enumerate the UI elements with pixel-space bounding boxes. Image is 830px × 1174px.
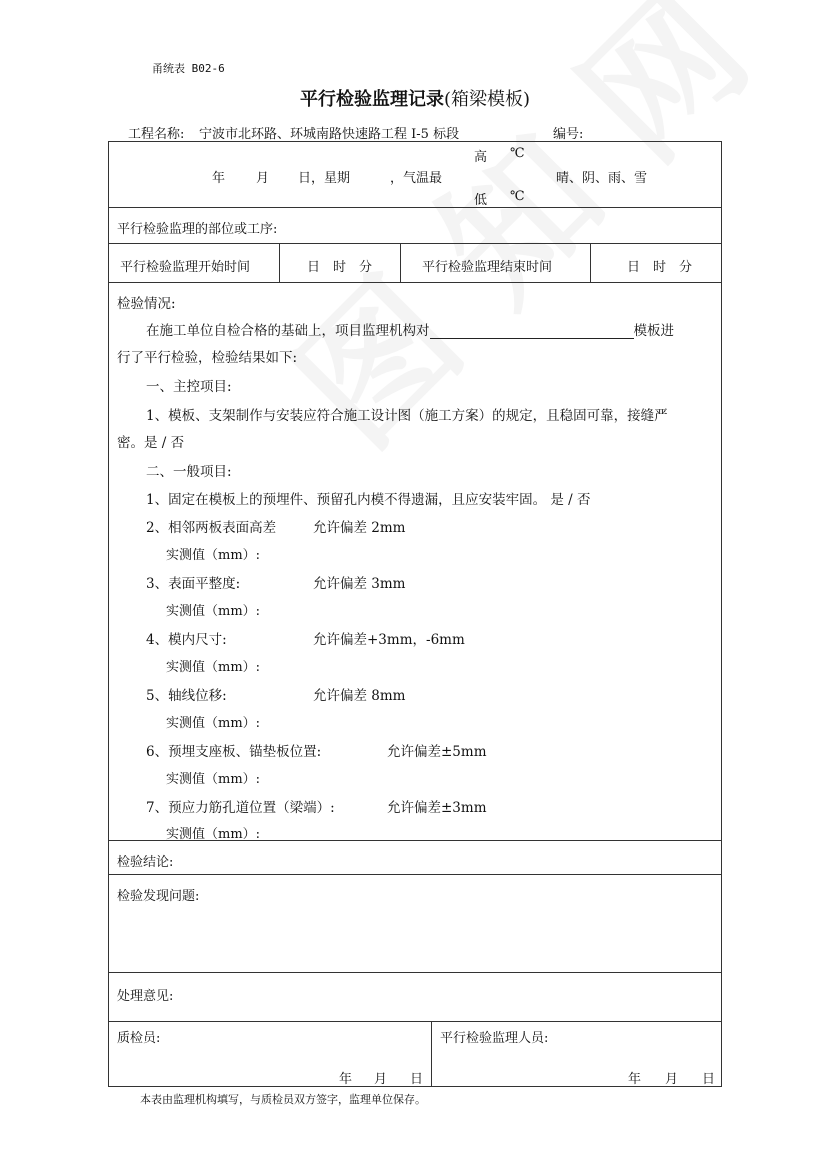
supervisor-date-year[interactable]: 年 — [628, 1072, 642, 1087]
supervisor-date-day[interactable]: 日 — [702, 1072, 716, 1087]
measured-value-field[interactable]: 实测值（mm）: — [166, 716, 261, 731]
divider — [431, 1021, 432, 1087]
general-item-tolerance: 允许偏差 3mm — [313, 576, 406, 592]
issues-label: 检验发现问题: — [117, 889, 200, 904]
number-label: 编号: — [553, 127, 584, 142]
main-items-heading: 一、主控项目: — [146, 379, 232, 395]
general-items-heading: 二、一般项目: — [146, 464, 232, 480]
divider — [108, 972, 722, 973]
general-item-1[interactable]: 1、固定在模板上的预埋件、预留孔内模不得遗漏，且应安装牢固。 是 / 否 — [146, 492, 591, 508]
measured-value-field[interactable]: 实测值（mm）: — [166, 604, 261, 619]
page-title — [0, 85, 830, 111]
qc-date-month[interactable]: 月 — [374, 1072, 388, 1087]
form-code: 甬统表 B02-6 — [152, 62, 225, 75]
intro-text-2: 模板进 — [633, 323, 674, 339]
main-item-1: 1、模板、支架制作与安装应符合施工设计图（施工方案）的规定，且稳固可靠，接缝严 — [146, 408, 668, 424]
divider — [108, 282, 722, 283]
start-time-value[interactable]: 日 时 分 — [307, 260, 373, 275]
general-item-name: 5、轴线位移: — [146, 688, 227, 704]
temp-low[interactable]: 低 — [474, 193, 488, 208]
general-item-name: 4、模内尺寸: — [146, 632, 227, 648]
measured-value-field[interactable]: 实测值（mm）: — [166, 772, 261, 787]
inspection-heading: 检验情况: — [117, 296, 176, 312]
footer-note: 本表由监理机构填写，与质检员双方签字，监理单位保存。 — [140, 1093, 426, 1106]
general-item-name: 3、表面平整度: — [146, 576, 241, 592]
start-time-label: 平行检验监理开始时间 — [120, 260, 251, 275]
general-item-tolerance: 允许偏差+3mm，-6mm — [313, 632, 465, 648]
measured-value-field[interactable]: 实测值（mm）: — [166, 660, 261, 675]
divider — [108, 874, 722, 875]
end-time-value[interactable]: 日 时 分 — [627, 260, 693, 275]
measured-value-field[interactable]: 实测值（mm）: — [166, 827, 261, 842]
divider — [590, 243, 591, 282]
title-suffix: (箱梁模板) — [443, 89, 531, 110]
opinion-label: 处理意见: — [117, 989, 174, 1004]
general-item-name: 7、预应力筋孔道位置（梁端）: — [146, 800, 335, 816]
temp-high-unit: ℃ — [510, 146, 525, 161]
qc-date-day[interactable]: 日 — [410, 1072, 424, 1087]
intro-text-3: 行了平行检验，检验结果如下: — [117, 350, 298, 366]
temp-low-unit: ℃ — [510, 189, 525, 204]
divider — [279, 243, 280, 282]
measured-value-field[interactable]: 实测值（mm）: — [166, 548, 261, 563]
formwork-blank[interactable] — [430, 324, 634, 339]
general-item-tolerance: 允许偏差±3mm — [387, 800, 487, 816]
general-item-tolerance: 允许偏差 2mm — [313, 520, 406, 536]
general-item-name: 6、预埋支座板、锚垫板位置: — [146, 744, 322, 760]
divider — [108, 243, 722, 244]
general-item-tolerance: 允许偏差 8mm — [313, 688, 406, 704]
date-year[interactable]: 年 — [212, 171, 226, 186]
general-item-name: 2、相邻两板表面高差 — [146, 520, 277, 536]
qc-inspector-label: 质检员: — [117, 1031, 161, 1046]
location-label: 平行检验监理的部位或工序: — [117, 222, 278, 237]
project-label: 工程名称: — [128, 127, 185, 142]
temperature-label: ，气温最 — [390, 171, 443, 186]
supervisor-label: 平行检验监理人员: — [440, 1031, 549, 1046]
intro-text-1: 在施工单位自检合格的基础上，项目监理机构对 — [146, 323, 430, 339]
title-main: 平行检验监理记录 — [299, 89, 444, 110]
conclusion-label: 检验结论: — [117, 855, 174, 870]
general-item-tolerance: 允许偏差±5mm — [387, 744, 487, 760]
weather-options[interactable]: 晴、阴、雨、雪 — [556, 171, 648, 186]
inspection-intro — [146, 319, 674, 339]
date-day-weekday[interactable]: 日，星期 — [298, 171, 351, 186]
project-name: 宁波市北环路、环城南路快速路工程 I-5 标段 — [199, 127, 460, 142]
end-time-label: 平行检验监理结束时间 — [422, 260, 553, 275]
divider — [108, 1021, 722, 1022]
qc-date-year[interactable]: 年 — [339, 1072, 353, 1087]
temp-high[interactable]: 高 — [474, 150, 488, 165]
date-month[interactable]: 月 — [256, 171, 270, 186]
supervisor-date-month[interactable]: 月 — [665, 1072, 679, 1087]
divider — [108, 207, 722, 208]
main-item-1-cont[interactable]: 密。是 / 否 — [117, 435, 185, 451]
divider — [400, 243, 401, 282]
